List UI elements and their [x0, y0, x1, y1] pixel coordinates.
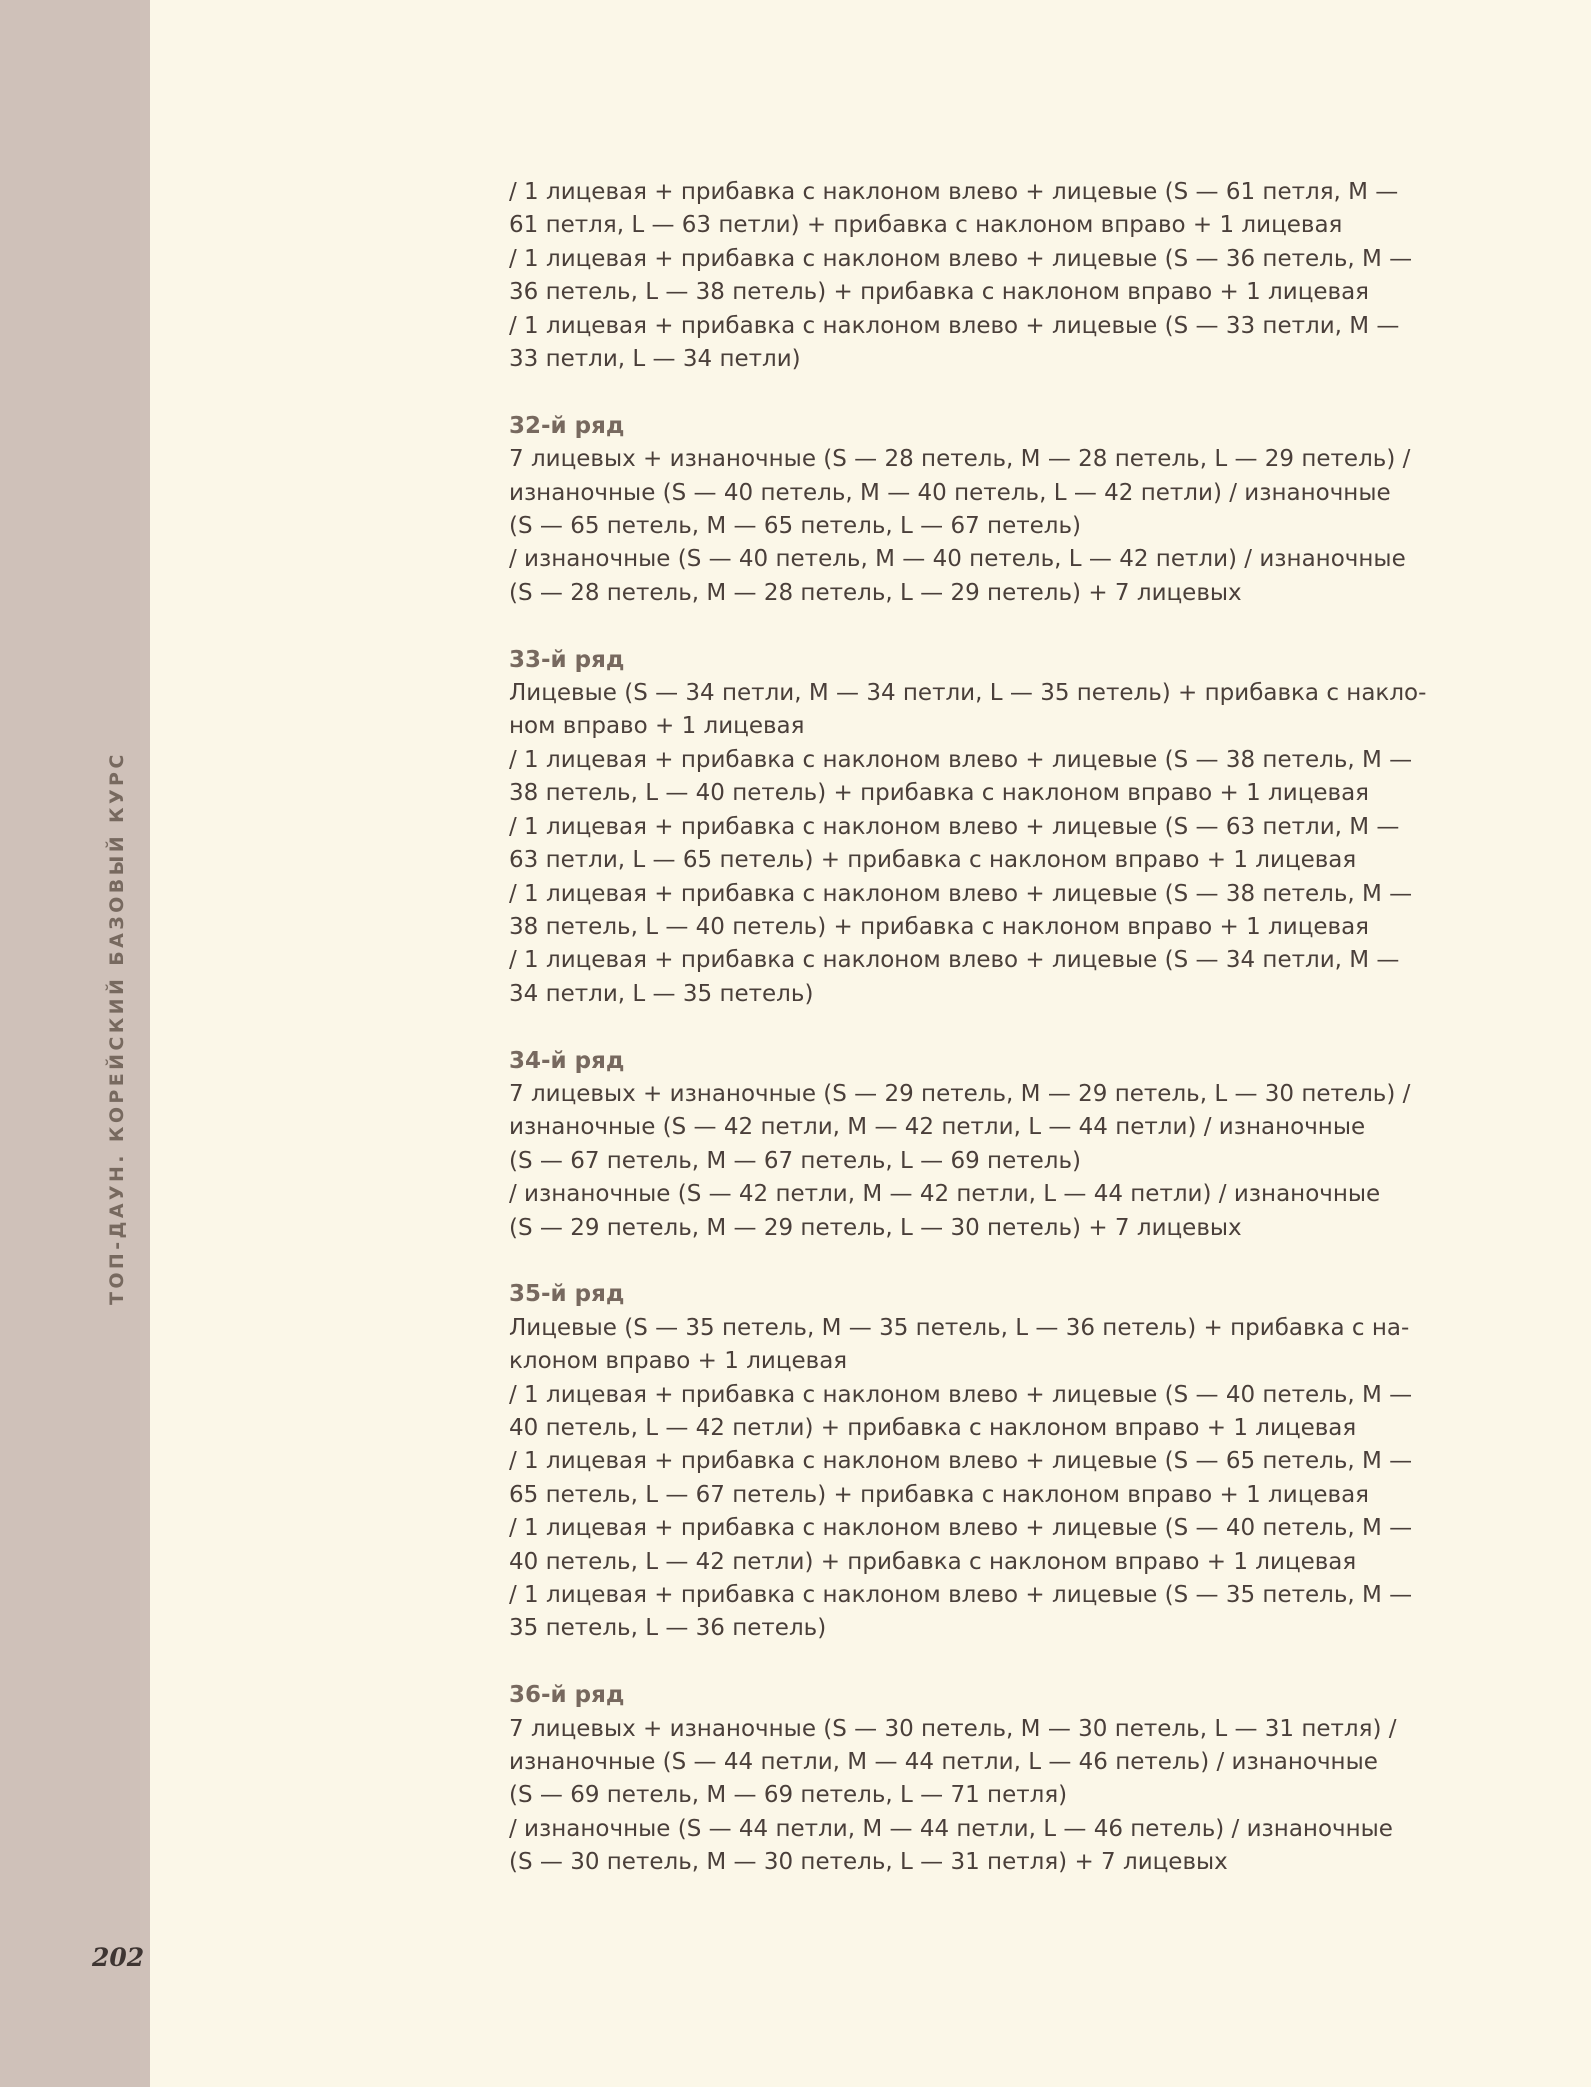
running-title: ТОП-ДАУН. КОРЕЙСКИЙ БАЗОВЫЙ КУРС — [106, 751, 128, 1305]
row-heading: 36-й ряд — [509, 1682, 625, 1709]
text-line: / изнаночные (S — 40 петель, M — 40 петель, L — 42 петли) / изнаночные — [509, 546, 1406, 573]
row-36-block — [509, 1679, 1409, 1879]
text-line: / 1 лицевая + прибавка с наклоном влево + лицевые (S — 35 петель, M — — [509, 1582, 1413, 1608]
text-line: 36 петель, L — 38 петель) + прибавка с наклоном вправо + 1 лицевая — [509, 279, 1369, 306]
text-line: (S — 65 петель, M — 65 петель, L — 67 петель) — [509, 513, 1082, 540]
text-line: 7 лицевых + изнаночные (S — 29 петель, M — 29 петель, L — 30 петель) / — [509, 1080, 1411, 1107]
text-line: (S — 29 петель, M — 29 петель, L — 30 петель) + 7 лицевых — [509, 1214, 1242, 1241]
text-line: / 1 лицевая + прибавка с наклоном влево + лицевые (S — 63 петли, M — — [509, 813, 1400, 840]
row-heading: 32-й ряд — [509, 412, 625, 439]
text-line: 65 петель, L — 67 петель) + прибавка с наклоном вправо + 1 лицевая — [509, 1481, 1369, 1508]
row-32-block — [509, 410, 1409, 610]
text-line: / 1 лицевая + прибавка с наклоном влево + лицевые (S — 40 петель, M — — [509, 1381, 1413, 1408]
spacer — [509, 1646, 1409, 1679]
spacer — [509, 376, 1409, 409]
text-line: клоном вправо + 1 лицевая — [509, 1348, 848, 1375]
text-line: / изнаночные (S — 42 петли, M — 42 петли, L — 44 петли) / изнаночные — [509, 1181, 1381, 1208]
page-number: 202 — [92, 1943, 145, 1972]
text-line: 40 петель, L — 42 петли) + прибавка с наклоном вправо + 1 лицевая — [509, 1548, 1357, 1575]
text-line: изнаночные (S — 42 петли, M — 42 петли, L — 44 петли) / изнаночные — [509, 1114, 1366, 1141]
text-line: 63 петли, L — 65 петель) + прибавка с наклоном вправо + 1 лицевая — [509, 847, 1357, 874]
text-line: / 1 лицевая + прибавка с наклоном влево + лицевые (S — 38 петель, M — — [509, 746, 1413, 773]
row-heading: 34-й ряд — [509, 1047, 625, 1074]
row-34-block — [509, 1045, 1409, 1245]
text-line: 7 лицевых + изнаночные (S — 28 петель, M — 28 петель, L — 29 петель) / — [509, 446, 1411, 473]
text-line: 38 петель, L — 40 петель) + прибавка с наклоном вправо + 1 лицевая — [509, 913, 1369, 940]
text-line: / 1 лицевая + прибавка с наклоном влево + лицевые (S — 36 петель, M — — [509, 245, 1413, 272]
text-line: Лицевые (S — 34 петли, M — 34 петли, L — 35 петель) + прибавка с накло- — [509, 680, 1427, 707]
row-heading: 35-й ряд — [509, 1281, 625, 1308]
text-line: 40 петель, L — 42 петли) + прибавка с наклоном вправо + 1 лицевая — [509, 1414, 1357, 1441]
spacer — [509, 1011, 1409, 1044]
text-line: Лицевые (S — 35 петель, M — 35 петель, L — 36 петель) + прибавка с на- — [509, 1314, 1410, 1341]
text-line: 33 петли, L — 34 петли) — [509, 346, 801, 373]
sidebar — [0, 0, 150, 2087]
text-line: изнаночные (S — 40 петель, M — 40 петель, L — 42 петли) / изнаночные — [509, 479, 1391, 506]
text-line: изнаночные (S — 44 петли, M — 44 петли, L — 46 петель) / изнаночные — [509, 1749, 1378, 1776]
text-line: ном вправо + 1 лицевая — [509, 713, 805, 740]
text-line: / 1 лицевая + прибавка с наклоном влево + лицевые (S — 38 петель, M — — [509, 880, 1413, 907]
text-line: 35 петель, L — 36 петель) — [509, 1615, 827, 1642]
text-line: / 1 лицевая + прибавка с наклоном влево + лицевые (S — 33 петли, M — — [509, 312, 1400, 339]
row-heading: 33-й ряд — [509, 646, 625, 673]
spacer — [509, 610, 1409, 643]
row-33-block — [509, 644, 1427, 1011]
text-line: (S — 28 петель, M — 28 петель, L — 29 петель) + 7 лицевых — [509, 579, 1242, 606]
text-line: (S — 67 петель, M — 67 петель, L — 69 петель) — [509, 1147, 1082, 1174]
text-line: 61 петля, L — 63 петли) + прибавка с наклоном вправо + 1 лицевая — [509, 212, 1343, 239]
spacer — [509, 1245, 1409, 1278]
text-line: / изнаночные (S — 44 петли, M — 44 петли, L — 46 петель) / изнаночные — [509, 1815, 1393, 1842]
text-line: (S — 69 петель, M — 69 петель, L — 71 петля) — [509, 1782, 1068, 1809]
text-line: 34 петли, L — 35 петель) — [509, 980, 814, 1007]
intro-block — [509, 176, 1413, 376]
text-line: 7 лицевых + изнаночные (S — 30 петель, M — 30 петель, L — 31 петля) / — [509, 1715, 1397, 1742]
text-line: 38 петель, L — 40 петель) + прибавка с наклоном вправо + 1 лицевая — [509, 780, 1369, 807]
text-line: (S — 30 петель, M — 30 петель, L — 31 петля) + 7 лицевых — [509, 1849, 1228, 1876]
text-line: / 1 лицевая + прибавка с наклоном влево + лицевые (S — 61 петля, M — — [509, 179, 1399, 205]
text-line: / 1 лицевая + прибавка с наклоном влево + лицевые (S — 65 петель, M — — [509, 1448, 1413, 1475]
main-text — [509, 176, 1427, 1880]
text-line: / 1 лицевая + прибавка с наклоном влево + лицевые (S — 40 петель, M — — [509, 1515, 1413, 1542]
row-35-block — [509, 1278, 1413, 1645]
text-line: / 1 лицевая + прибавка с наклоном влево + лицевые (S — 34 петли, M — — [509, 947, 1400, 974]
